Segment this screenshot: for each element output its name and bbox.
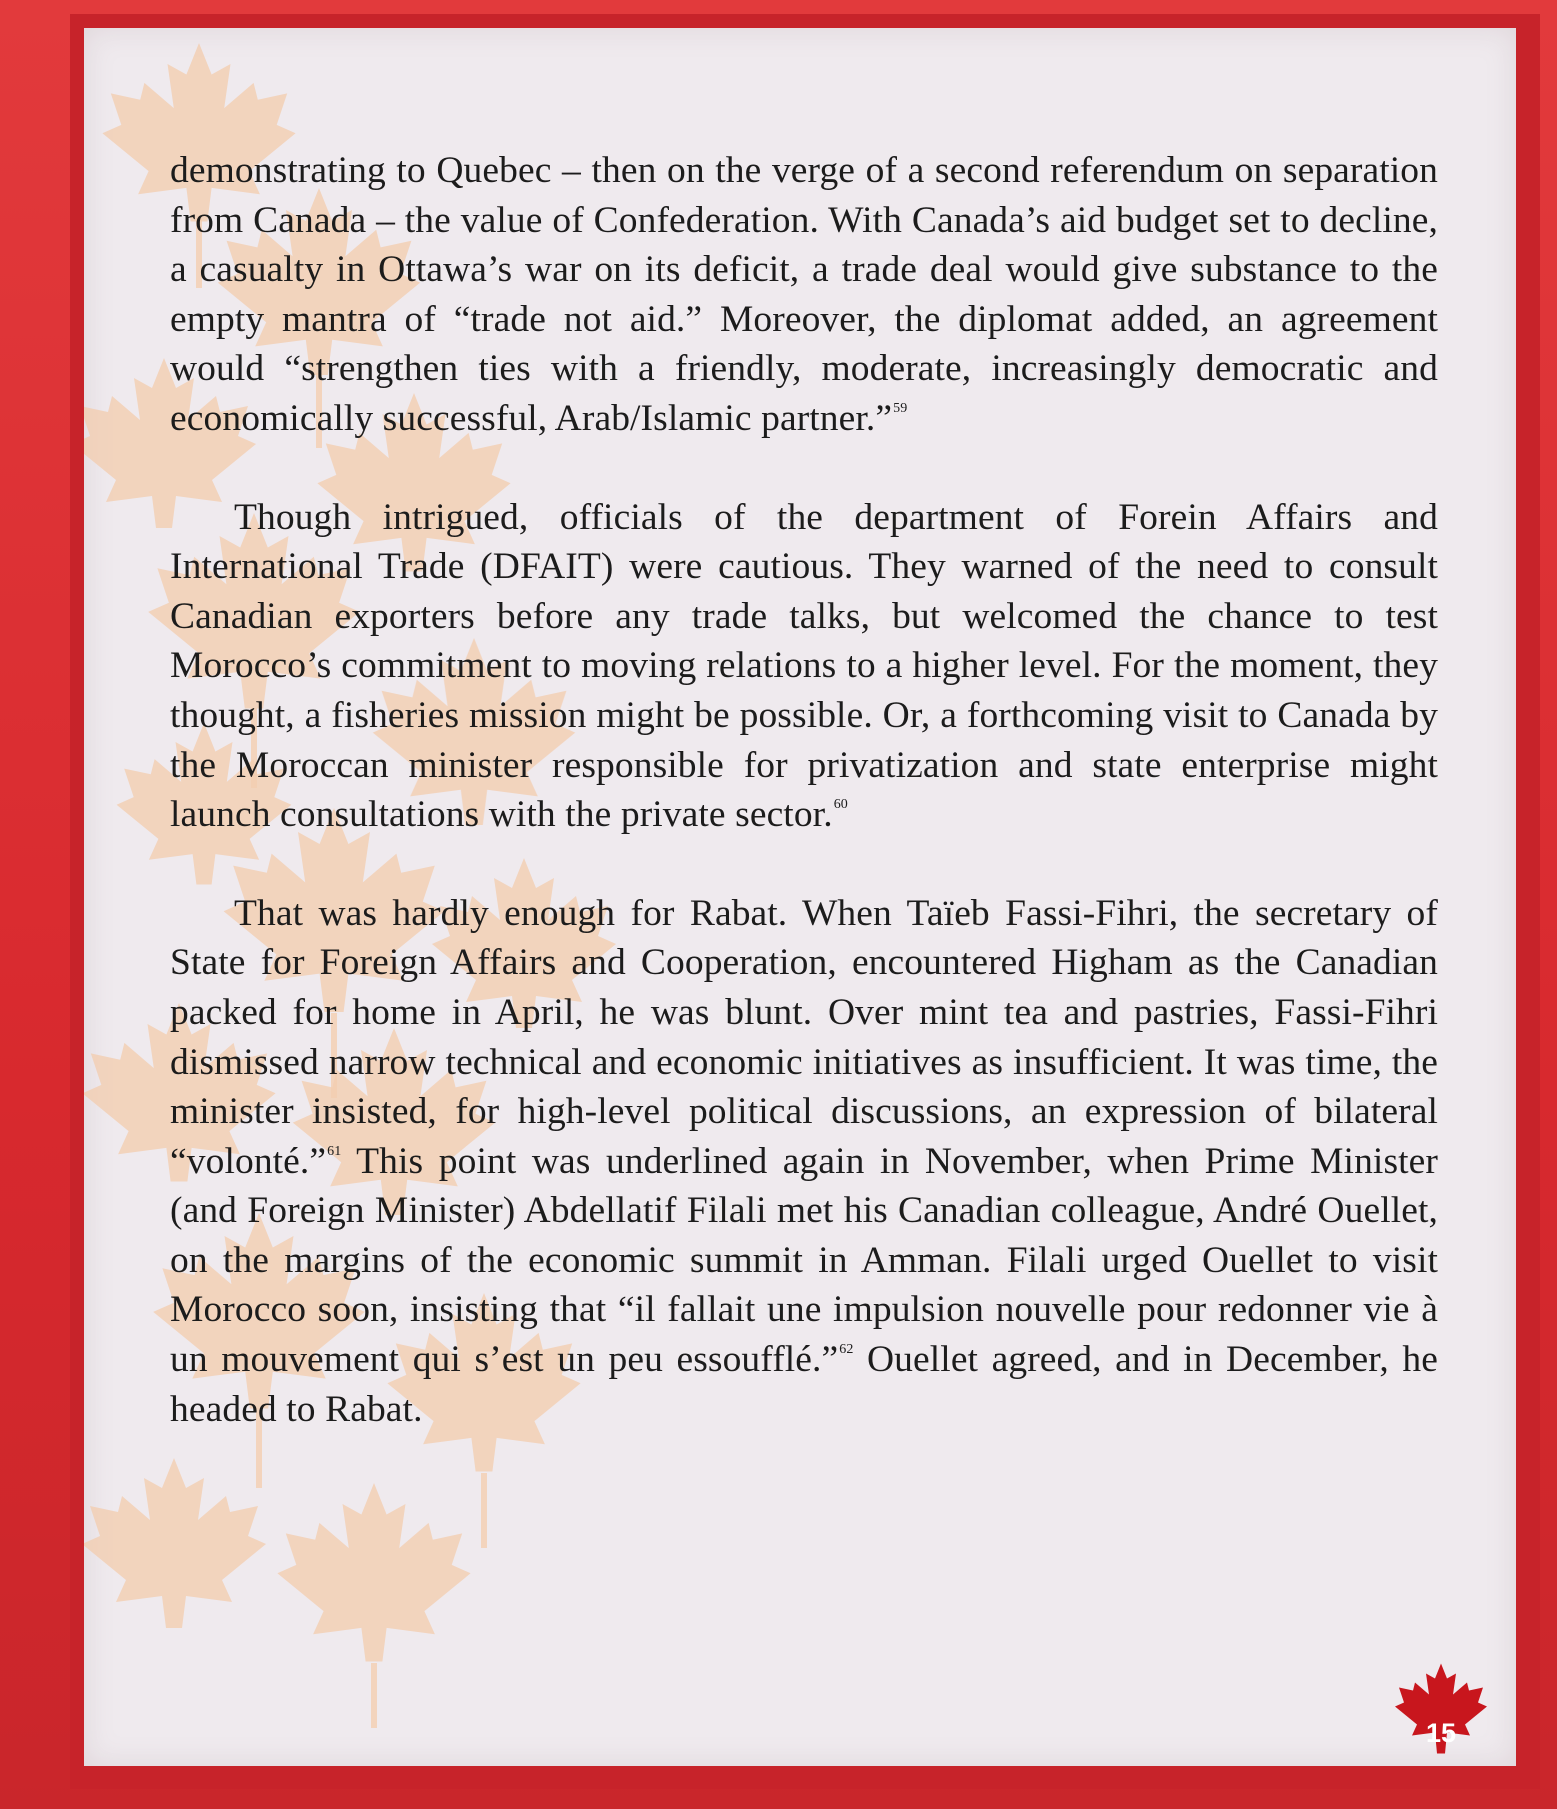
page-paper [84, 28, 1516, 1766]
paragraph-3-text-c: Ouellet agreed, and in December, he headed to Rabat. [170, 1339, 1438, 1430]
paragraph-1-text: demonstrating to Quebec – then on the verge of a second referendum on separation from Canada – the value of Confederation. With Canada’s aid budget set to decline, a casualty in Ottawa’s war on its deficit, a trade deal would give substance to the empty mantra of “trade not aid.” Moreover, the diplomat added, an agreement would “strengthen ties with a friendly, moderate, increasingly democratic and economically successful, Arab/Islamic partner.” [170, 150, 1438, 439]
footnote-ref-60: 60 [833, 797, 848, 813]
paragraph-2 [170, 493, 1438, 840]
paragraph-3-text-b: This point was underlined again in November, when Prime Minister (and Foreign Minister) Abdellatif Filali met his Canadian colleague, André Ouellet, on the margins of the economic summit in Amman. Filali urged Ouellet to visit Morocco soon, insisting that “il fallait une impulsion nouvelle pour redonner vie à un mouvement qui s’est un peu essoufflé.” [170, 1140, 1438, 1381]
footnote-ref-59: 59 [893, 400, 908, 416]
footnote-ref-62: 62 [839, 1342, 854, 1358]
paragraph-2-text: Though intrigued, officials of the department of Forein Affairs and International Trade (DFAIT) were cautious. They warned of the need to consult Canadian exporters before any trade talks, but welcomed the chance to test Morocco’s commitment to moving relations to a higher level. For the moment, they thought, a fisheries mission might be possible. Or, a forthcoming visit to Canada by the Moroccan minister responsible for privatization and state enterprise might launch consultations with the private sector. [170, 496, 1438, 836]
body-text [170, 146, 1438, 1483]
paragraph-1 [170, 146, 1438, 444]
footnote-ref-61: 61 [327, 1143, 342, 1159]
paragraph-3-text-a: That was hardly enough for Rabat. When Taïeb Fassi-Fihri, the secretary of State for Foreign Affairs and Cooperation, encountered Higham as the Canadian packed for home in April, he was blunt. Over mint tea and pastries, Fassi-Fihri dismissed narrow technical and economic initiatives as insufficient. It was time, the minister insisted, for high-level political discussions, an expression of bilateral “volonté.” [170, 892, 1438, 1182]
paragraph-3 [170, 889, 1438, 1435]
page-number: 15 [1425, 1718, 1457, 1748]
